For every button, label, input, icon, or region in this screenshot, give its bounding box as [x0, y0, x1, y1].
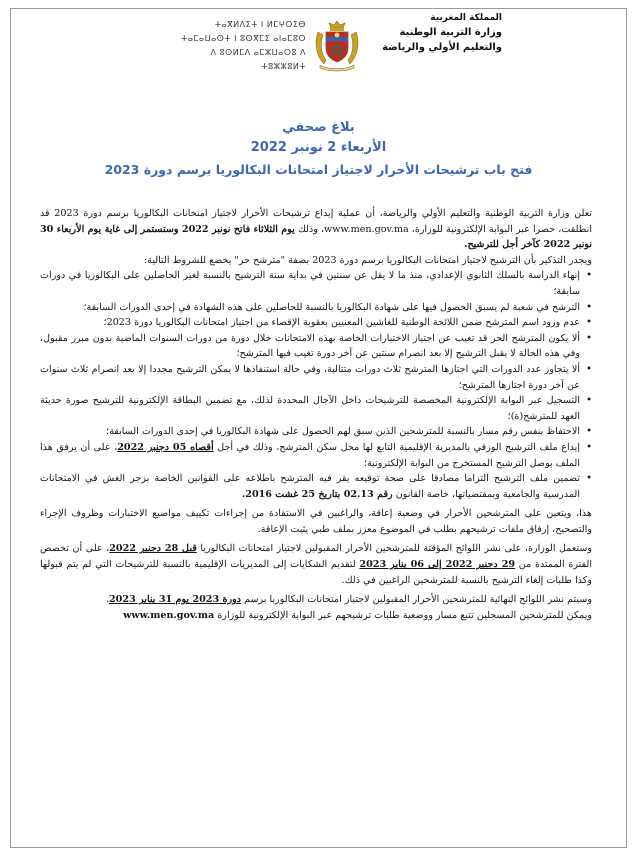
law-reference: رقم 02.13 بتاريخ 25 غشت 2016.	[241, 488, 393, 500]
provisional-text: وستعمل الوزارة، على نشر اللوائح المؤقتة للمترشحين الأحرار المقبولين لاجتياز امتحانات البكالوريا	[196, 543, 593, 555]
complaints-period: 29 دجنبر 2022 إلى 06 يناير 2023	[359, 559, 516, 571]
provisional-text-2: ، على أن تخصص الفترة الممتدة من	[40, 543, 593, 571]
conditions-list	[40, 268, 592, 502]
list-item: • التسجيل عبر البوابة الإلكترونية المخصصة للترشيحات داخل الآجال المحددة لذلك، مع تضمين البطاقة الإلكترونية للترشيح صورة حديثة العهد للمترشح(ة)؛	[40, 393, 592, 424]
closing-paragraph	[40, 608, 592, 624]
intro-connector: ، وذلك	[294, 223, 325, 235]
provisional-text-3: لتقديم الشكايات إلى المديريات الإقليمية بالنسبة للترشيحات التي لم يتم قبولها وكذا طلبات إلغاء الترشيح بالنسبة للمترشحين الراغبين في ذلك.	[40, 559, 592, 586]
conditions-intro: ويجدر التذكير بأن الترشيح لاجتياز امتحانات البكالوريا برسم دورة 2023 بصفة "مترشح حر" يخضع للشروط التالية:	[143, 254, 592, 266]
ministry-line-1: وزارة التربية الوطنية	[399, 27, 502, 38]
list-item: • عدم ورود اسم المترشح ضمن اللائحة الوطنية للغاشين المعنيين بعقوبة الإقصاء من اجتياز امتحانات البكالوريا دورة 2023؛	[40, 315, 592, 331]
list-item: • إنهاء الدراسة بالسلك الثانوي الإعدادي، منذ ما لا يقل عن سنتين في بداية سنة الترشيح بالنسبة لغير الحاصلين على البكالوريا في دورات سابقة؛	[40, 268, 592, 299]
intro-paragraph	[40, 206, 592, 253]
closing-text: ويمكن للمترشحين المسجلين تتبع مسار ووضعية طلبات ترشيحهم عبر البوابة الإلكترونية للوزارة	[214, 609, 592, 621]
list-item: • ألا يتجاوز عدد الدورات التي اجتازها المترشح ثلاث دورات متتالية، وفي حالة استنفاذها لا يمكن الترشيح مجددا إلا بعد انصرام ثلاث سنوات عن آخر دورة اجتازها المترشح؛	[40, 362, 592, 393]
kingdom-emblem-icon	[312, 18, 362, 72]
disability-paragraph: هذا، ويتعين على المترشحين الأحرار في وضعية إعاقة، والراغبين في الاستفادة من إجراءات تكييف مواضيع الاختبارات وظروف الإجراء والتصحيح، إرفاق ملفات ترشيحهم بطلب في الموضوع معزز بملف طبي يثبت الإعاقة.	[40, 508, 592, 535]
tifinagh-line-3: ⴷ ⵓⵙⵍⵎⴷ ⴰⵎⵣⵡⴰⵔⵓ ⴷ ⵜⵓⵣⵣⵓⵍⵜ	[210, 48, 306, 71]
deposit-text: إيداع ملف الترشيح الورقي بالمديرية الإقليمية التابع لها محل سكن المترشح، وذلك في أجل	[213, 441, 581, 453]
list-item-commitment	[40, 471, 592, 502]
final-date: دورة 2023 يوم 31 يناير 2023	[108, 594, 242, 606]
list-item-deposit	[40, 440, 592, 471]
ministry-url[interactable]: www.men.gov.ma	[324, 223, 409, 235]
list-item: • الترشح في شعبة لم يسبق الحصول فيها على شهادة البكالوريا بالنسبة للحاصلين على هذه الشهادة في إحدى الدورات السابقة؛	[40, 300, 592, 316]
list-item: • ألا يكون المترشح الحر قد تغيب عن اجتياز الاختبارات الخاصة بهذه الامتحانات خلال دورة من دورات السنوات الماضية بدون مبرر مقبول، وفي هذه الحالة لا يقبل الترشيح إلا بعد انصرام سنتين عن آخر دورة تغيب فيها المترشح؛	[40, 331, 592, 362]
closing-url[interactable]: www.men.gov.ma	[123, 609, 215, 621]
release-body	[40, 206, 592, 623]
ministry-name-arabic	[366, 12, 502, 55]
intro-period: يوم الثلاثاء فاتح نونبر 2022 وستستمر إلى غاية يوم الأربعاء 30 نونبر 2022 كآخر أجل للترشيح.	[40, 223, 592, 251]
intro-text: تعلن وزارة التربية الوطنية والتعليم الأولي والرياضة، أن عملية إيداع ترشيحات الأحرار لاجتياز امتحانات البكالوريا برسم دورة 2023 قد انطلقت، حصرا عبر البوابة الإلكترونية للوزارة،	[40, 208, 593, 235]
final-text: وسيتم نشر اللوائح النهائية للمترشحين الأحرار المقبولين لاجتياز امتحانات البكالوريا برسم	[241, 594, 592, 606]
provisional-deadline: قبل 28 دجنبر 2022	[109, 543, 197, 555]
final-lists-paragraph	[40, 592, 592, 608]
commitment-text: تضمين ملف الترشيح التزاما مصادقا على صحة توقيعه يقر فيه المترشح باطلاعه على القوانين الخاصة بزجر الغش في الامتحانات المدرسية والجامعية وبمقتضياتها، خاصة القانون	[40, 473, 580, 500]
tifinagh-line-2: ⵜⴰⵎⴰⵡⴰⵙⵜ ⵏ ⵓⵙⴳⵎⵉ ⴰⵏⴰⵎⵓⵔ	[181, 34, 306, 43]
press-release-label: بلاغ صحفي	[282, 120, 355, 135]
list-item: • الاحتفاظ بنفس رقم مسار بالنسبة للمترشحين الذين سبق لهم الحصول على شهادة البكالوريا في إحدى الدورات السابقة؛	[40, 424, 592, 440]
kingdom-name: المملكة المغربية	[430, 13, 502, 23]
deposit-deadline: أقصاه 05 دجنبر 2022	[117, 441, 214, 453]
ministry-line-2: والتعليم الأولي والرياضة	[382, 42, 502, 53]
final-text-end: .	[105, 594, 109, 606]
provisional-lists-paragraph	[40, 541, 592, 588]
tifinagh-line-1: ⵜⴰⴳⵍⴷⵉⵜ ⵏ ⵍⵎⵖⵔⵉⴱ	[214, 20, 306, 29]
deposit-text-end: ، على أن يرفق هذا الملف بوصل الترشيح المستخرج من البوابة الإلكترونية؛	[40, 441, 580, 469]
release-date: الأربعاء 2 نونبر 2022	[250, 140, 387, 155]
ministry-name-tifinagh	[176, 18, 306, 74]
release-subject: فتح باب ترشيحات الأحرار لاجتياز امتحانات البكالوريا برسم دورة 2023	[104, 162, 533, 177]
